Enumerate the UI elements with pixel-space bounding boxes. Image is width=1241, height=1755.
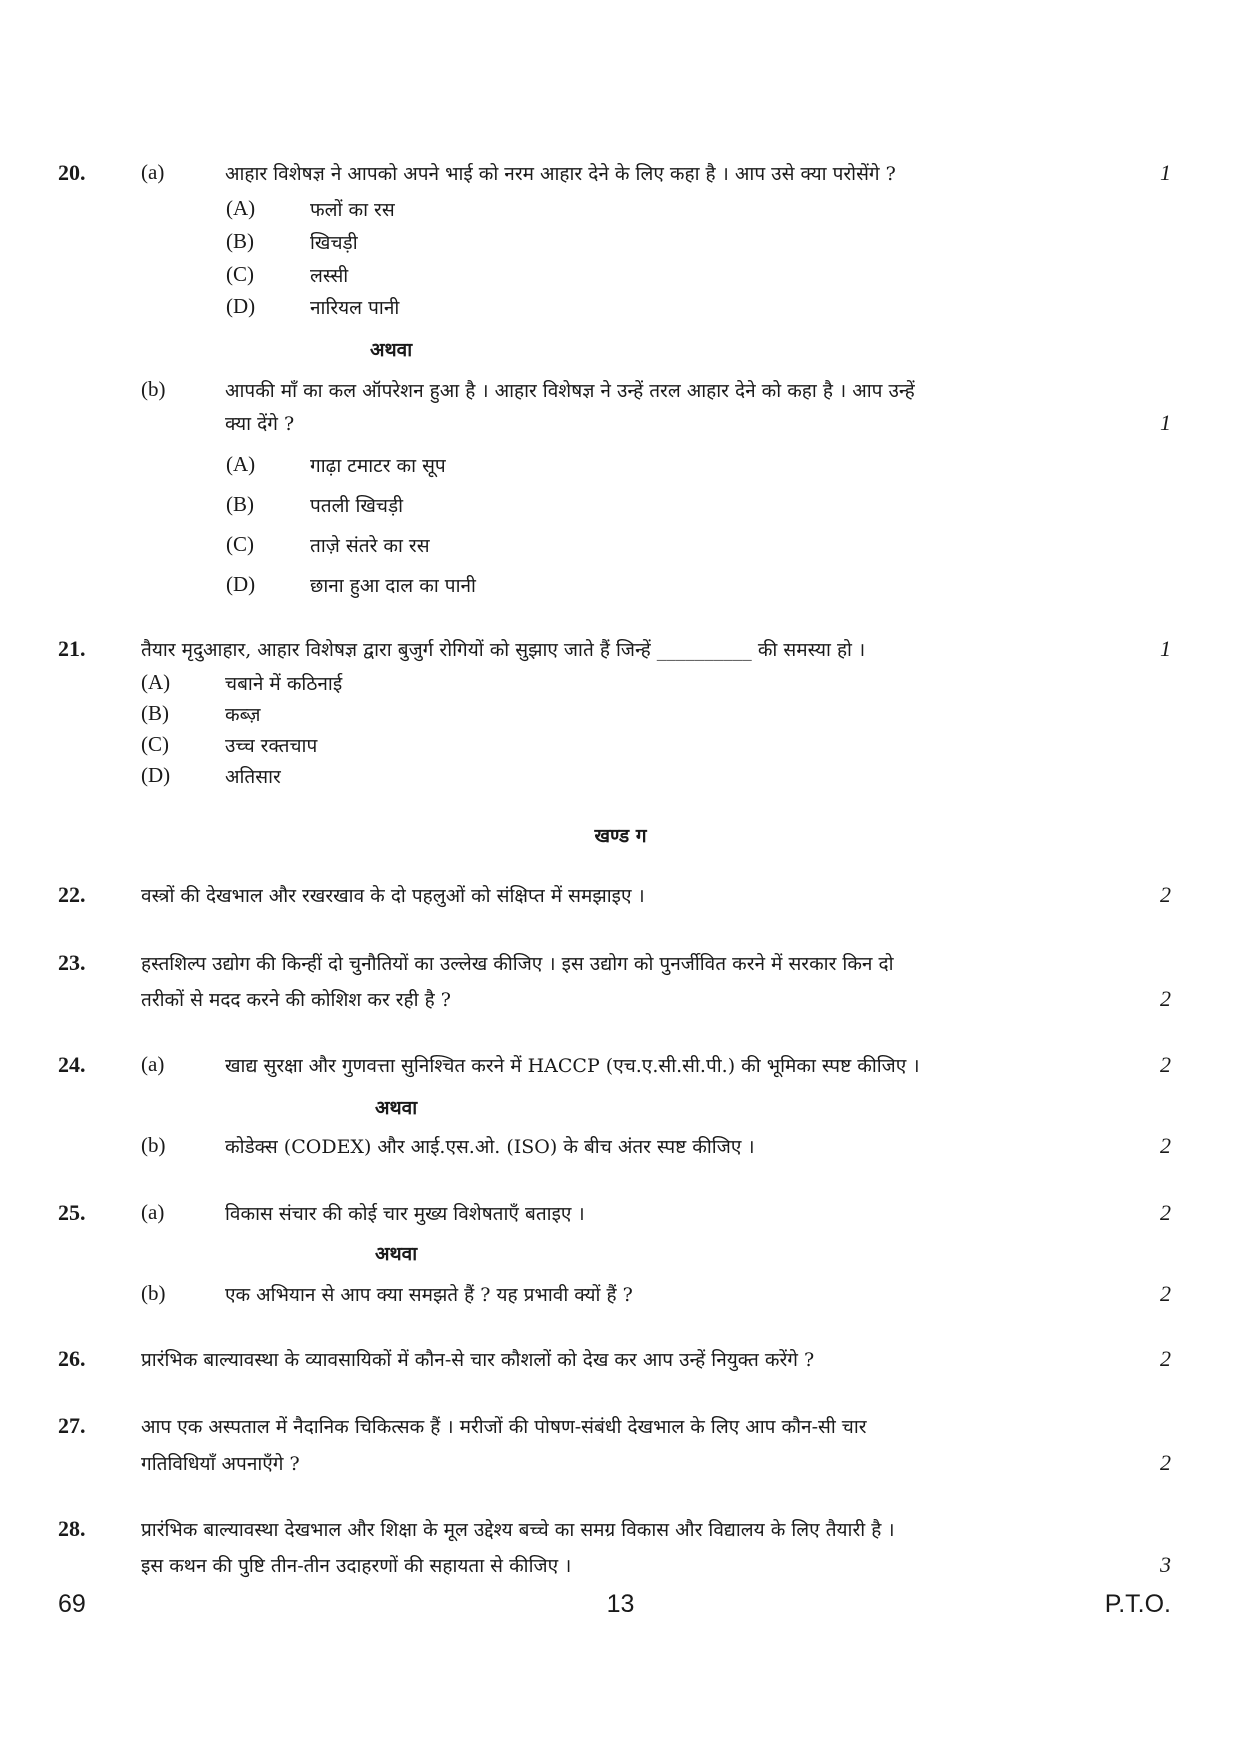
or-separator: अथवा [375, 1097, 418, 1119]
question-number: 26. [58, 1346, 86, 1371]
marks: 2 [1160, 1346, 1171, 1371]
question-number: 25. [58, 1200, 86, 1225]
question-text-line1: आप एक अस्पताल में नैदानिक चिकित्सक हैं । मरीजों की पोषण-संबंधी देखभाल के लिए आप कौन-सी चार [141, 1416, 867, 1438]
or-separator: अथवा [370, 339, 413, 361]
marks: 1 [1160, 410, 1171, 435]
option-text: चबाने में कठिनाई [225, 673, 343, 695]
question-text-line2: क्या देंगे ? [225, 413, 295, 435]
option-text: अतिसार [225, 766, 281, 788]
question-text: एक अभियान से आप क्या समझते हैं ? यह प्रभावी क्यों हैं ? [225, 1284, 633, 1306]
question-text-line1: प्रारंभिक बाल्यावस्था देखभाल और शिक्षा के मूल उद्देश्य बच्चे का समग्र विकास और विद्यालय के लिए तैयारी है । [141, 1519, 895, 1541]
sub-label: (a) [141, 1200, 165, 1224]
option-text: लस्सी [310, 265, 349, 287]
option-label: (D) [226, 572, 256, 596]
question-text: आहार विशेषज्ञ ने आपको अपने भाई को नरम आहार देने के लिए कहा है । आप उसे क्या परोसेंगे ? [225, 163, 896, 185]
question-text: तैयार मृदुआहार, आहार विशेषज्ञ द्वारा बुजुर्ग रोगियों को सुझाए जाते हैं जिन्हें __________ की समस्या हो । [141, 639, 866, 661]
option-text: ताज़े संतरे का रस [310, 535, 430, 557]
option-label: (D) [226, 294, 256, 318]
marks: 2 [1160, 1200, 1171, 1225]
sub-label: (a) [141, 160, 165, 184]
question-number: 24. [58, 1052, 86, 1077]
option-text: नारियल पानी [310, 297, 400, 319]
marks: 3 [1160, 1552, 1171, 1577]
option-text: पतली खिचड़ी [310, 495, 404, 517]
question-number: 20. [58, 160, 86, 185]
question-number: 21. [58, 636, 86, 661]
sub-label: (b) [141, 377, 166, 401]
pto-label: P.T.O. [1104, 1590, 1171, 1618]
marks: 2 [1160, 986, 1171, 1011]
option-label: (B) [226, 229, 254, 253]
option-text: कब्ज़ [225, 704, 261, 726]
question-text-line2: गतिविधियाँ अपनाएँगे ? [141, 1453, 300, 1475]
question-number: 23. [58, 950, 86, 975]
marks: 2 [1160, 1052, 1171, 1077]
question-number: 22. [58, 882, 86, 907]
question-text: कोडेक्स (CODEX) और आई.एस.ओ. (ISO) के बीच अंतर स्पष्ट कीजिए । [225, 1136, 755, 1158]
question-number: 27. [58, 1413, 86, 1438]
option-text: गाढ़ा टमाटर का सूप [310, 455, 446, 477]
marks: 2 [1160, 1281, 1171, 1306]
option-text: खिचड़ी [310, 232, 358, 254]
option-label: (B) [141, 701, 169, 725]
question-text-line2: तरीकों से मदद करने की कोशिश कर रही है ? [141, 989, 451, 1011]
option-label: (C) [141, 732, 169, 756]
sub-label: (a) [141, 1052, 165, 1076]
question-text: वस्त्रों की देखभाल और रखरखाव के दो पहलुओं को संक्षिप्त में समझाइए । [141, 885, 645, 907]
page-number: 13 [606, 1590, 635, 1618]
sub-label: (b) [141, 1133, 166, 1157]
sub-label: (b) [141, 1281, 166, 1305]
question-text-line2: इस कथन की पुष्टि तीन-तीन उदाहरणों की सहायता से कीजिए । [141, 1555, 572, 1577]
question-text-line1: आपकी माँ का कल ऑपरेशन हुआ है । आहार विशेषज्ञ ने उन्हें तरल आहार देने को कहा है । आप उन्हें [225, 380, 915, 402]
question-text: प्रारंभिक बाल्यावस्था के व्यावसायिकों में कौन-से चार कौशलों को देख कर आप उन्हें नियुक्त करेंगे ? [141, 1349, 815, 1371]
option-label: (C) [226, 532, 254, 556]
question-number: 28. [58, 1516, 86, 1541]
option-label: (A) [226, 452, 256, 476]
option-text: छाना हुआ दाल का पानी [310, 575, 476, 597]
marks: 1 [1160, 160, 1171, 185]
option-text: फलों का रस [310, 199, 395, 221]
paper-code: 69 [58, 1590, 86, 1618]
option-label: (D) [141, 763, 171, 787]
option-label: (C) [226, 262, 254, 286]
option-label: (A) [141, 670, 171, 694]
marks: 2 [1160, 882, 1171, 907]
section-heading: खण्ड ग [594, 825, 647, 847]
marks: 2 [1160, 1133, 1171, 1158]
marks: 2 [1160, 1450, 1171, 1475]
or-separator: अथवा [375, 1243, 418, 1265]
option-label: (A) [226, 196, 256, 220]
marks: 1 [1160, 636, 1171, 661]
option-text: उच्च रक्तचाप [225, 735, 318, 757]
option-label: (B) [226, 492, 254, 516]
question-text: विकास संचार की कोई चार मुख्य विशेषताएँ बताइए । [225, 1203, 585, 1225]
question-text: खाद्य सुरक्षा और गुणवत्ता सुनिश्चित करने में HACCP (एच.ए.सी.सी.पी.) की भूमिका स्पष्ट कीजिए । [225, 1055, 920, 1077]
question-text-line1: हस्तशिल्प उद्योग की किन्हीं दो चुनौतियों का उल्लेख कीजिए । इस उद्योग को पुनर्जीवित करने में सरकार किन दो [141, 953, 894, 975]
